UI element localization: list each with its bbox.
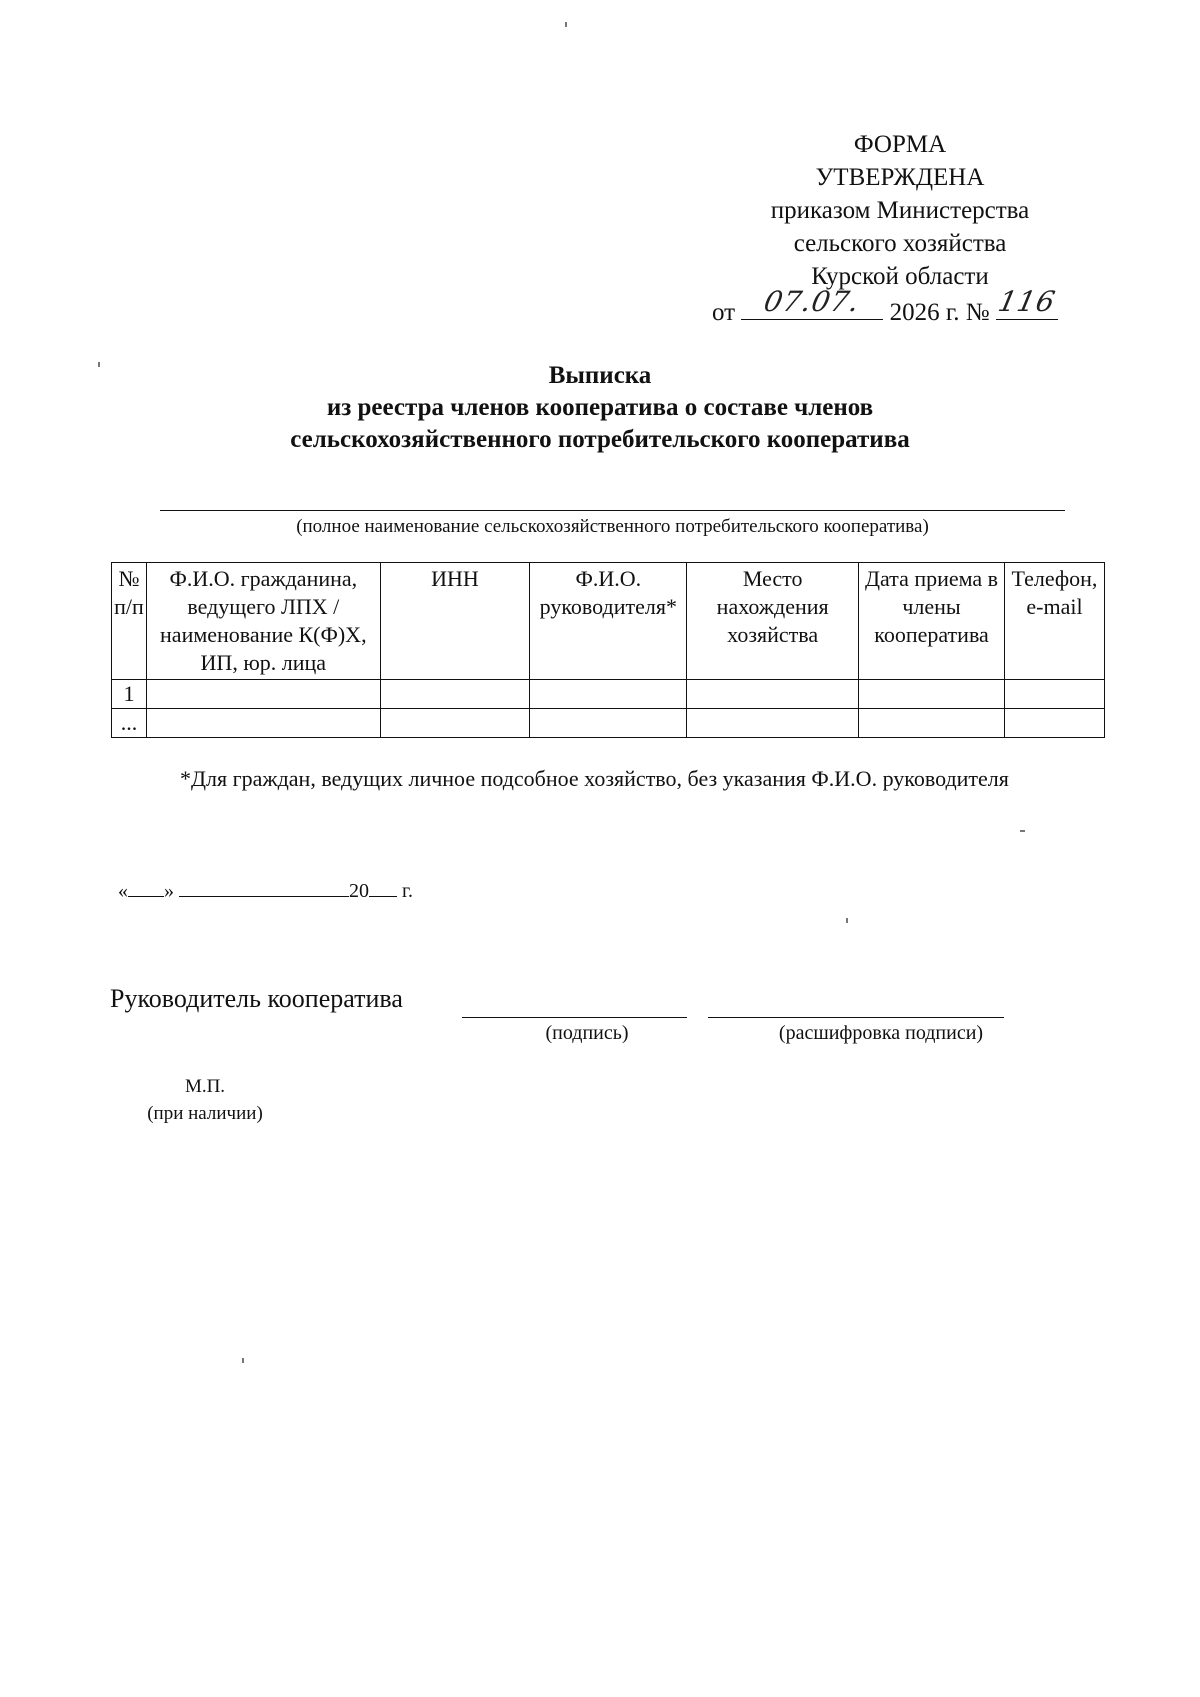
table-cell (859, 680, 1005, 709)
table-cell (146, 709, 380, 738)
table-cell (687, 680, 859, 709)
table-row (112, 680, 1105, 709)
col-header-number: № п/п (112, 563, 147, 680)
scan-speck (846, 918, 848, 923)
handwritten-number: 116 (995, 285, 1059, 318)
table-cell (1004, 709, 1104, 738)
table-cell (1004, 680, 1104, 709)
footnote: *Для граждан, ведущих личное подсобное хозяйство, без указания Ф.И.О. руководителя (180, 766, 1009, 791)
from-label: от (712, 299, 736, 326)
month-field (179, 878, 349, 897)
org-name-caption: (полное наименование сельскохозяйственного потребительского кооператива) (296, 516, 929, 537)
approval-line: сельского хозяйства (793, 230, 1007, 257)
table-cell (380, 709, 530, 738)
col-header-location: Место нахождения хозяйства (687, 563, 859, 680)
col-header-admission-date: Дата приема в члены кооператива (859, 563, 1005, 680)
approval-date-field (741, 285, 883, 320)
col-header-name: Ф.И.О. гражданина, ведущего ЛПХ / наименование К(Ф)Х, ИП, юр. лица (146, 563, 380, 680)
year-number-label: 2026 г. № (889, 299, 990, 326)
approval-line: приказом Министерства (770, 197, 1030, 224)
col-header-contact: Телефон, e-mail (1004, 563, 1104, 680)
title-line: из реестра членов кооператива о составе членов (326, 394, 874, 421)
col-header-head-name: Ф.И.О. руководителя* (530, 563, 687, 680)
org-name-field (160, 510, 1065, 511)
year-field (369, 878, 397, 897)
approval-line: ФОРМА (853, 131, 947, 158)
table-cell (146, 680, 380, 709)
approval-line: Курской области (811, 263, 989, 290)
scan-speck (1020, 830, 1025, 832)
table-row (112, 709, 1105, 738)
table-cell (687, 709, 859, 738)
approval-number-field (995, 285, 1059, 320)
table-cell (530, 680, 687, 709)
title-line: Выписка (548, 362, 652, 389)
handwritten-date: 07.07. (761, 285, 864, 318)
century-label: 20 (349, 880, 369, 902)
approval-date-line (712, 285, 1100, 329)
scan-speck (242, 1358, 244, 1363)
day-field (128, 878, 164, 897)
col-header-inn: ИНН (380, 563, 530, 680)
approval-line: УТВЕРЖДЕНА (815, 164, 985, 191)
signature-caption: (подпись) (545, 1022, 629, 1044)
close-quote: » (164, 880, 174, 902)
signature-field (462, 1017, 687, 1018)
table-cell (530, 709, 687, 738)
members-table (111, 562, 1105, 738)
stamp-note: (при наличии) (147, 1103, 263, 1124)
stamp-label: М.П. (184, 1076, 226, 1097)
signature-decode-field (708, 1017, 1004, 1018)
scan-speck (565, 22, 567, 27)
signature-label: Руководитель кооператива (110, 984, 403, 1013)
table-cell (859, 709, 1005, 738)
approval-block (700, 128, 1100, 329)
table-cell (380, 680, 530, 709)
open-quote: « (118, 880, 128, 902)
signature-decode-caption: (расшифровка подписи) (778, 1022, 984, 1044)
table-header-row (112, 563, 1105, 680)
date-blank (118, 878, 413, 903)
table-cell: ... (112, 709, 147, 738)
title-line: сельскохозяйственного потребительского кооператива (290, 426, 910, 453)
document-title (0, 360, 1200, 456)
stamp-place (110, 1073, 300, 1127)
year-suffix: г. (402, 880, 413, 902)
table-cell: 1 (112, 680, 147, 709)
scan-speck (98, 362, 100, 367)
